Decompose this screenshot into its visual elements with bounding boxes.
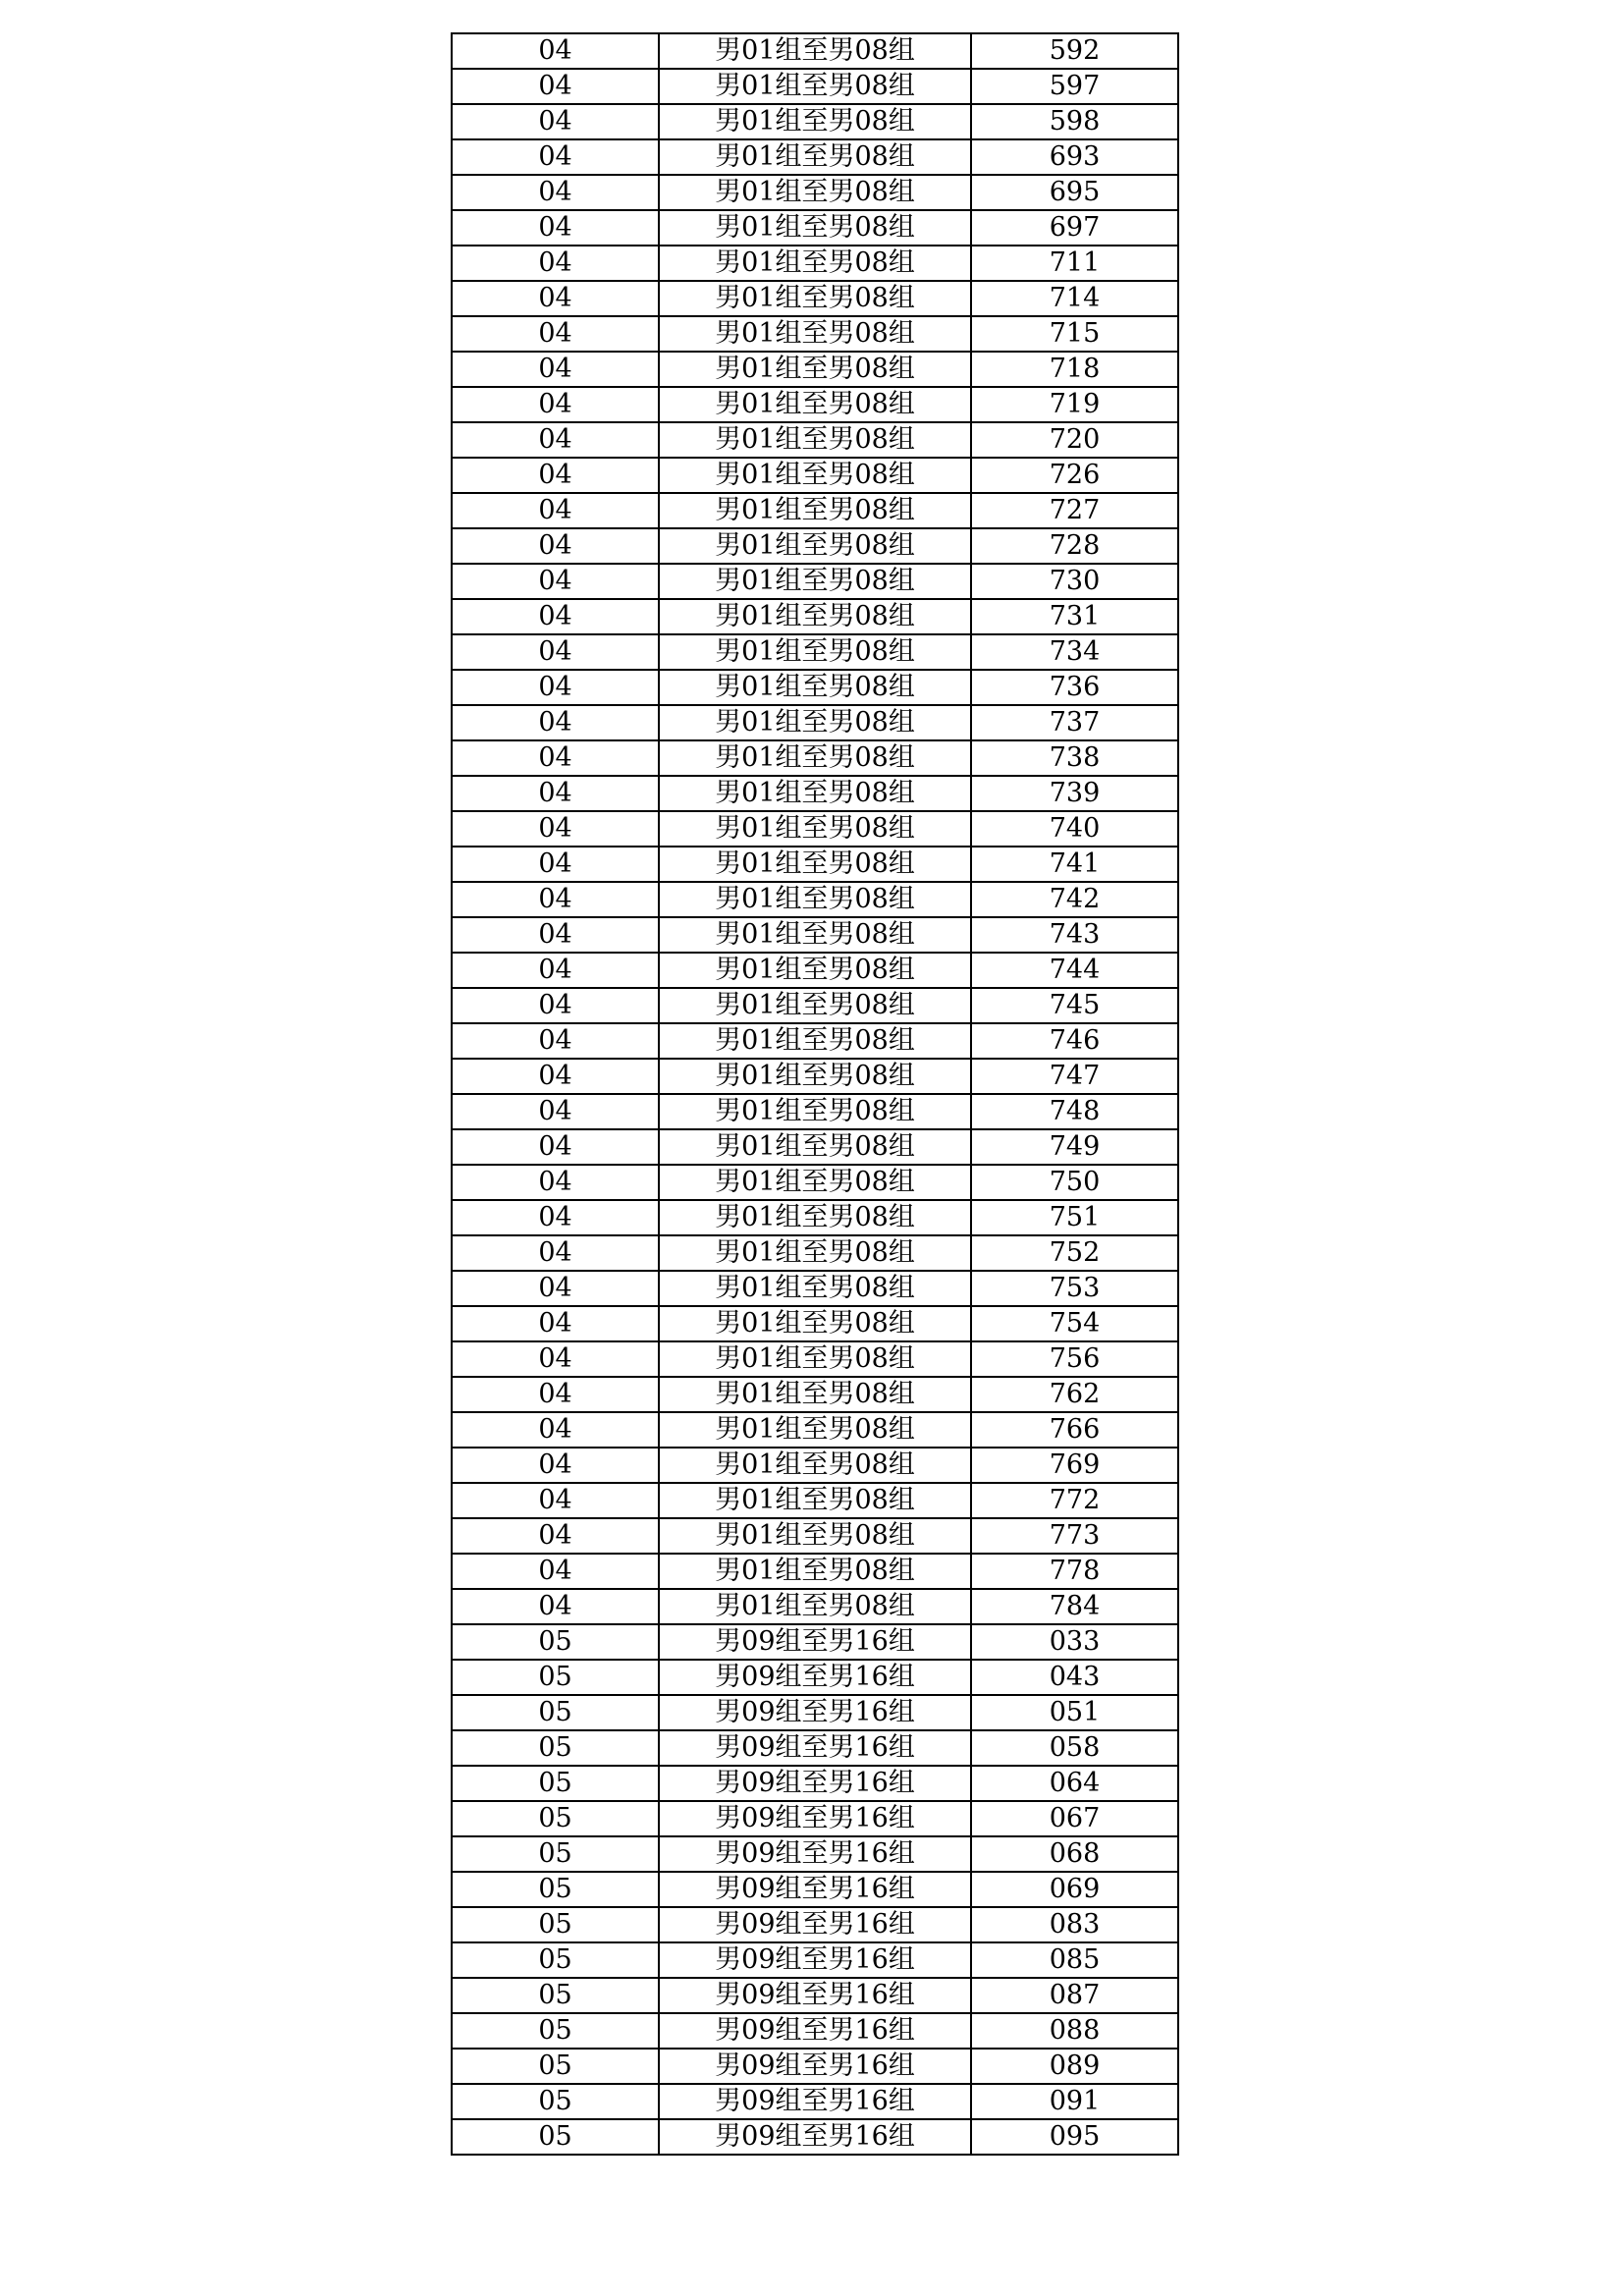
number-cell: 748: [971, 1094, 1178, 1129]
table-row: [452, 1129, 1178, 1165]
number-cell: 751: [971, 1200, 1178, 1235]
group-range-cell: 男01组至男08组: [659, 847, 971, 882]
group-code-cell: 04: [452, 1483, 659, 1518]
group-code-cell: 04: [452, 988, 659, 1023]
number-cell: 051: [971, 1695, 1178, 1730]
number-cell: 773: [971, 1518, 1178, 1554]
number-cell: 058: [971, 1730, 1178, 1766]
group-range-cell: 男01组至男08组: [659, 1235, 971, 1271]
group-range-cell: 男01组至男08组: [659, 564, 971, 599]
group-code-cell: 05: [452, 1766, 659, 1801]
number-cell: 741: [971, 847, 1178, 882]
group-code-cell: 04: [452, 33, 659, 69]
group-code-cell: 04: [452, 1412, 659, 1448]
table-row: [452, 1518, 1178, 1554]
group-range-cell: 男01组至男08组: [659, 599, 971, 634]
table-row: [452, 740, 1178, 776]
group-code-cell: 04: [452, 1129, 659, 1165]
number-cell: 043: [971, 1660, 1178, 1695]
group-range-cell: 男01组至男08组: [659, 458, 971, 493]
number-cell: 739: [971, 776, 1178, 811]
number-cell: 083: [971, 1907, 1178, 1942]
group-range-cell: 男01组至男08组: [659, 175, 971, 210]
table-row: [452, 1695, 1178, 1730]
group-range-cell: 男09组至男16组: [659, 1660, 971, 1695]
table-row: [452, 599, 1178, 634]
group-range-cell: 男01组至男08组: [659, 246, 971, 281]
group-code-cell: 04: [452, 210, 659, 246]
number-cell: 784: [971, 1589, 1178, 1624]
number-cell: 095: [971, 2119, 1178, 2155]
table-row: [452, 1942, 1178, 1978]
group-range-cell: 男01组至男08组: [659, 1341, 971, 1377]
table-row: [452, 246, 1178, 281]
group-code-cell: 04: [452, 564, 659, 599]
number-cell: 742: [971, 882, 1178, 917]
group-code-cell: 04: [452, 953, 659, 988]
group-code-cell: 04: [452, 352, 659, 387]
number-cell: 740: [971, 811, 1178, 847]
group-code-cell: 04: [452, 1589, 659, 1624]
group-range-cell: 男01组至男08组: [659, 422, 971, 458]
number-cell: 089: [971, 2049, 1178, 2084]
group-range-cell: 男01组至男08组: [659, 634, 971, 670]
group-range-cell: 男01组至男08组: [659, 988, 971, 1023]
number-cell: 088: [971, 2013, 1178, 2049]
group-range-cell: 男01组至男08组: [659, 1554, 971, 1589]
group-range-cell: 男09组至男16组: [659, 2013, 971, 2049]
number-cell: 693: [971, 139, 1178, 175]
number-cell: 598: [971, 104, 1178, 139]
group-code-cell: 04: [452, 422, 659, 458]
group-code-cell: 05: [452, 2084, 659, 2119]
group-range-cell: 男09组至男16组: [659, 1836, 971, 1872]
group-code-cell: 04: [452, 1377, 659, 1412]
number-cell: 749: [971, 1129, 1178, 1165]
table-row: [452, 1306, 1178, 1341]
group-code-cell: 04: [452, 1554, 659, 1589]
table-row: [452, 1872, 1178, 1907]
table-row: [452, 458, 1178, 493]
number-cell: 718: [971, 352, 1178, 387]
group-code-cell: 05: [452, 1872, 659, 1907]
table-row: [452, 104, 1178, 139]
group-code-cell: 04: [452, 1235, 659, 1271]
group-code-cell: 04: [452, 776, 659, 811]
group-code-cell: 04: [452, 634, 659, 670]
table-row: [452, 33, 1178, 69]
group-code-cell: 04: [452, 599, 659, 634]
group-code-cell: 04: [452, 246, 659, 281]
group-code-cell: 04: [452, 139, 659, 175]
number-cell: 033: [971, 1624, 1178, 1660]
table-row: [452, 1483, 1178, 1518]
group-range-cell: 男01组至男08组: [659, 917, 971, 953]
number-cell: 695: [971, 175, 1178, 210]
group-range-cell: 男09组至男16组: [659, 1978, 971, 2013]
number-cell: 697: [971, 210, 1178, 246]
group-range-cell: 男01组至男08组: [659, 1023, 971, 1059]
group-range-cell: 男01组至男08组: [659, 1483, 971, 1518]
number-cell: 753: [971, 1271, 1178, 1306]
table-row: [452, 2084, 1178, 2119]
number-cell: 728: [971, 528, 1178, 564]
table-row: [452, 1554, 1178, 1589]
table-row: [452, 1730, 1178, 1766]
group-range-cell: 男01组至男08组: [659, 953, 971, 988]
table-row: [452, 316, 1178, 352]
group-range-cell: 男09组至男16组: [659, 1942, 971, 1978]
group-range-cell: 男01组至男08组: [659, 705, 971, 740]
table-row: [452, 1271, 1178, 1306]
table-row: [452, 1341, 1178, 1377]
group-range-cell: 男09组至男16组: [659, 2049, 971, 2084]
table-row: [452, 1660, 1178, 1695]
group-range-cell: 男01组至男08组: [659, 740, 971, 776]
group-range-cell: 男01组至男08组: [659, 670, 971, 705]
number-cell: 068: [971, 1836, 1178, 1872]
number-cell: 736: [971, 670, 1178, 705]
group-code-cell: 05: [452, 1942, 659, 1978]
number-cell: 737: [971, 705, 1178, 740]
table-row: [452, 139, 1178, 175]
number-cell: 597: [971, 69, 1178, 104]
group-range-cell: 男01组至男08组: [659, 811, 971, 847]
group-code-cell: 04: [452, 281, 659, 316]
number-cell: 714: [971, 281, 1178, 316]
number-cell: 756: [971, 1341, 1178, 1377]
group-range-cell: 男09组至男16组: [659, 2084, 971, 2119]
group-code-cell: 04: [452, 69, 659, 104]
group-code-cell: 05: [452, 1730, 659, 1766]
table-row: [452, 1836, 1178, 1872]
group-code-cell: 04: [452, 670, 659, 705]
group-range-cell: 男01组至男08组: [659, 1165, 971, 1200]
table-row: [452, 1165, 1178, 1200]
table-row: [452, 1235, 1178, 1271]
group-range-cell: 男01组至男08组: [659, 1448, 971, 1483]
group-range-cell: 男01组至男08组: [659, 1377, 971, 1412]
table-row: [452, 882, 1178, 917]
group-code-cell: 05: [452, 1660, 659, 1695]
table-row: [452, 387, 1178, 422]
table-row: [452, 281, 1178, 316]
number-cell: 738: [971, 740, 1178, 776]
group-range-cell: 男01组至男08组: [659, 352, 971, 387]
group-range-cell: 男09组至男16组: [659, 2119, 971, 2155]
group-code-cell: 05: [452, 1624, 659, 1660]
group-range-cell: 男01组至男08组: [659, 493, 971, 528]
group-range-cell: 男09组至男16组: [659, 1624, 971, 1660]
table-row: [452, 1589, 1178, 1624]
table-row: [452, 847, 1178, 882]
group-range-cell: 男01组至男08组: [659, 316, 971, 352]
group-code-cell: 04: [452, 740, 659, 776]
group-code-cell: 04: [452, 705, 659, 740]
group-code-cell: 04: [452, 1271, 659, 1306]
number-cell: 720: [971, 422, 1178, 458]
table-row: [452, 1978, 1178, 2013]
number-cell: 772: [971, 1483, 1178, 1518]
table-row: [452, 528, 1178, 564]
number-cell: 745: [971, 988, 1178, 1023]
group-range-cell: 男01组至男08组: [659, 69, 971, 104]
group-code-cell: 04: [452, 316, 659, 352]
table-row: [452, 175, 1178, 210]
number-cell: 762: [971, 1377, 1178, 1412]
group-code-cell: 04: [452, 847, 659, 882]
group-code-cell: 04: [452, 387, 659, 422]
group-range-cell: 男01组至男08组: [659, 1589, 971, 1624]
group-range-cell: 男01组至男08组: [659, 387, 971, 422]
table-row: [452, 1624, 1178, 1660]
table-row: [452, 564, 1178, 599]
group-range-cell: 男01组至男08组: [659, 1200, 971, 1235]
group-code-cell: 04: [452, 1306, 659, 1341]
group-code-cell: 04: [452, 1023, 659, 1059]
table-row: [452, 1801, 1178, 1836]
group-code-cell: 04: [452, 1165, 659, 1200]
data-table: [451, 32, 1179, 2156]
number-cell: 719: [971, 387, 1178, 422]
group-code-cell: 05: [452, 2049, 659, 2084]
group-code-cell: 04: [452, 104, 659, 139]
number-cell: 734: [971, 634, 1178, 670]
group-code-cell: 04: [452, 1341, 659, 1377]
group-code-cell: 05: [452, 1695, 659, 1730]
table-row: [452, 210, 1178, 246]
group-code-cell: 04: [452, 811, 659, 847]
group-code-cell: 04: [452, 458, 659, 493]
group-range-cell: 男01组至男08组: [659, 1518, 971, 1554]
table-row: [452, 634, 1178, 670]
table-row: [452, 953, 1178, 988]
group-code-cell: 05: [452, 2013, 659, 2049]
group-range-cell: 男09组至男16组: [659, 1907, 971, 1942]
group-range-cell: 男01组至男08组: [659, 1412, 971, 1448]
table-row: [452, 917, 1178, 953]
number-cell: 730: [971, 564, 1178, 599]
group-range-cell: 男01组至男08组: [659, 33, 971, 69]
table-row: [452, 1412, 1178, 1448]
table-row: [452, 705, 1178, 740]
group-range-cell: 男01组至男08组: [659, 1059, 971, 1094]
group-range-cell: 男01组至男08组: [659, 882, 971, 917]
number-cell: 069: [971, 1872, 1178, 1907]
table-row: [452, 988, 1178, 1023]
group-range-cell: 男01组至男08组: [659, 528, 971, 564]
group-range-cell: 男01组至男08组: [659, 139, 971, 175]
table-row: [452, 422, 1178, 458]
table-row: [452, 1059, 1178, 1094]
group-code-cell: 04: [452, 1094, 659, 1129]
number-cell: 747: [971, 1059, 1178, 1094]
table-row: [452, 1448, 1178, 1483]
number-cell: 087: [971, 1978, 1178, 2013]
number-cell: 750: [971, 1165, 1178, 1200]
number-cell: 085: [971, 1942, 1178, 1978]
group-range-cell: 男09组至男16组: [659, 1872, 971, 1907]
number-cell: 067: [971, 1801, 1178, 1836]
number-cell: 769: [971, 1448, 1178, 1483]
group-range-cell: 男01组至男08组: [659, 1094, 971, 1129]
group-code-cell: 04: [452, 1518, 659, 1554]
table-row: [452, 670, 1178, 705]
group-code-cell: 05: [452, 1978, 659, 2013]
table-row: [452, 1907, 1178, 1942]
group-range-cell: 男01组至男08组: [659, 1271, 971, 1306]
table-row: [452, 1766, 1178, 1801]
table-row: [452, 811, 1178, 847]
group-code-cell: 04: [452, 1448, 659, 1483]
group-code-cell: 05: [452, 1836, 659, 1872]
number-cell: 754: [971, 1306, 1178, 1341]
number-cell: 726: [971, 458, 1178, 493]
group-code-cell: 04: [452, 493, 659, 528]
number-cell: 743: [971, 917, 1178, 953]
table-row: [452, 2013, 1178, 2049]
group-code-cell: 04: [452, 528, 659, 564]
table-row: [452, 493, 1178, 528]
number-cell: 592: [971, 33, 1178, 69]
table-row: [452, 1023, 1178, 1059]
table-row: [452, 776, 1178, 811]
group-range-cell: 男01组至男08组: [659, 210, 971, 246]
group-range-cell: 男01组至男08组: [659, 776, 971, 811]
number-cell: 731: [971, 599, 1178, 634]
group-code-cell: 05: [452, 1801, 659, 1836]
table-body: [452, 33, 1178, 2155]
number-cell: 715: [971, 316, 1178, 352]
table-row: [452, 2049, 1178, 2084]
number-cell: 766: [971, 1412, 1178, 1448]
group-range-cell: 男01组至男08组: [659, 104, 971, 139]
number-cell: 778: [971, 1554, 1178, 1589]
table-row: [452, 1377, 1178, 1412]
number-cell: 091: [971, 2084, 1178, 2119]
group-range-cell: 男09组至男16组: [659, 1695, 971, 1730]
group-range-cell: 男01组至男08组: [659, 281, 971, 316]
group-code-cell: 04: [452, 917, 659, 953]
group-range-cell: 男01组至男08组: [659, 1306, 971, 1341]
table-row: [452, 352, 1178, 387]
group-range-cell: 男09组至男16组: [659, 1766, 971, 1801]
group-range-cell: 男01组至男08组: [659, 1129, 971, 1165]
group-code-cell: 04: [452, 175, 659, 210]
table-row: [452, 69, 1178, 104]
group-code-cell: 04: [452, 882, 659, 917]
number-cell: 064: [971, 1766, 1178, 1801]
table-row: [452, 1094, 1178, 1129]
number-cell: 746: [971, 1023, 1178, 1059]
number-cell: 711: [971, 246, 1178, 281]
group-code-cell: 04: [452, 1059, 659, 1094]
group-code-cell: 05: [452, 2119, 659, 2155]
table-row: [452, 1200, 1178, 1235]
group-code-cell: 05: [452, 1907, 659, 1942]
number-cell: 744: [971, 953, 1178, 988]
number-cell: 727: [971, 493, 1178, 528]
table-row: [452, 2119, 1178, 2155]
group-code-cell: 04: [452, 1200, 659, 1235]
number-cell: 752: [971, 1235, 1178, 1271]
group-range-cell: 男09组至男16组: [659, 1801, 971, 1836]
group-range-cell: 男09组至男16组: [659, 1730, 971, 1766]
